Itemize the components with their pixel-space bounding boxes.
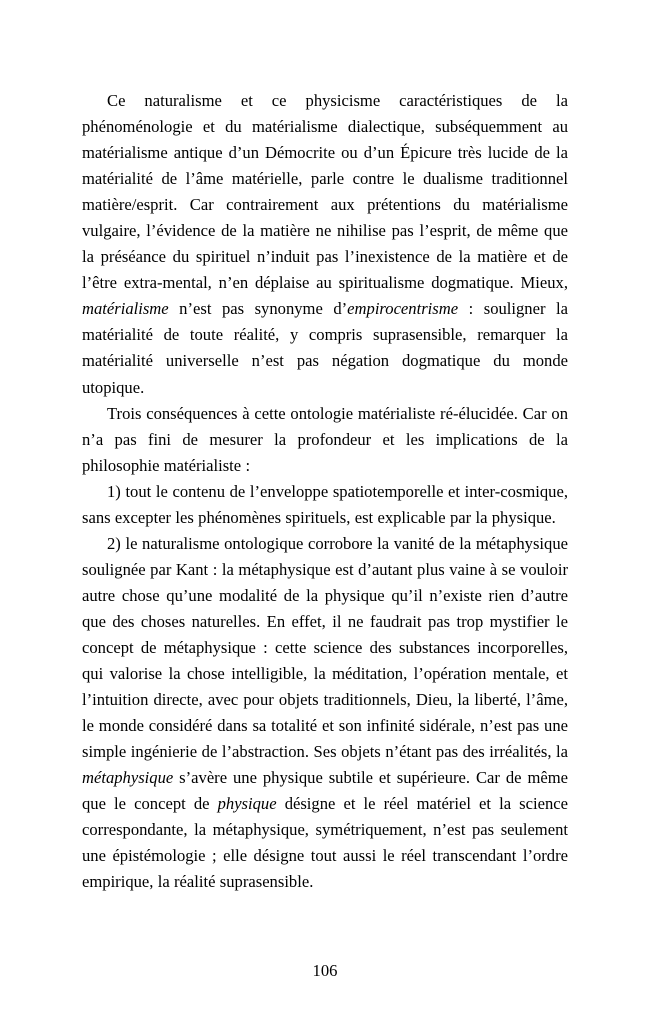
paragraph-1: Ce naturalisme et ce physicisme caractéristiques de la phénoménologie et du matérialisme dialectique, subséquemment au matérialisme antique d’un Démocrite ou d’un Épicure très lucide de la matérialité de l’âme matérielle, parle contre le dualisme traditionnel matière/esprit. Car contrairement aux prétentions du matérialisme vulgaire, l’évidence de la matière ne nihilise pas l’esprit, de même que la préséance du spirituel n’induit pas l’inexistence de la matière et de l’être extra-mental, n’en déplaise au spiritualisme dogmatique. Mieux, matérialisme n’est pas synonyme d’empirocentrisme : souligner la matérialité de toute réalité, y compris suprasensible, remarquer la matérialité universelle n’est pas négation dogmatique du monde utopique. xyxy=(82,91,568,397)
emphasised-term: métaphysique xyxy=(82,768,174,788)
emphasised-term: empirocentrisme xyxy=(347,299,459,319)
paragraph-4-item-2: 2) le naturalisme ontologique corrobore la vanité de la métaphysique soulignée par Kant : la métaphysique est d’autant plus vaine à se vouloir autre chose qu’une modalité de la physique qu’il n’existe rien d’autre que des choses naturelles. En effet, il ne faudrait pas trop mystifier le concept de métaphysique : cette science des substances incorporelles, qui valorise la chose intelligible, la méditation, l’opération mentale, et l’intuition directe, avec pour objets traditionnels, Dieu, la liberté, l’âme, le monde considéré dans sa totalité et son infinité sidérale, n’est pas une simple ingénierie de l’abstraction. Ses objets n’étant pas des irréalités, la métaphysique s’avère une physique subtile et supérieure. Car de même que le concept de physique désigne et le réel matériel et la science correspondante, la métaphysique, symétriquement, n’est pas seulement une épistémologie ; elle désigne tout aussi le réel transcendant l’ordre empirique, la réalité suprasensible. xyxy=(82,533,569,892)
emphasised-term: matérialisme xyxy=(82,299,169,319)
page-number: 106 xyxy=(312,961,338,980)
paragraph-3-item-1: 1) tout le contenu de l’enveloppe spatiotemporelle et inter-cosmique, sans excepter les phénomènes spirituels, est explicable par la physique. xyxy=(82,481,568,527)
emphasised-term: physique xyxy=(217,794,277,814)
paragraph-2: Trois conséquences à cette ontologie matérialiste ré-élucidée. Car on n’a pas fini de mesurer la profondeur et les implications de la philosophie matérialiste : xyxy=(82,403,568,475)
page-text-block xyxy=(82,88,568,895)
